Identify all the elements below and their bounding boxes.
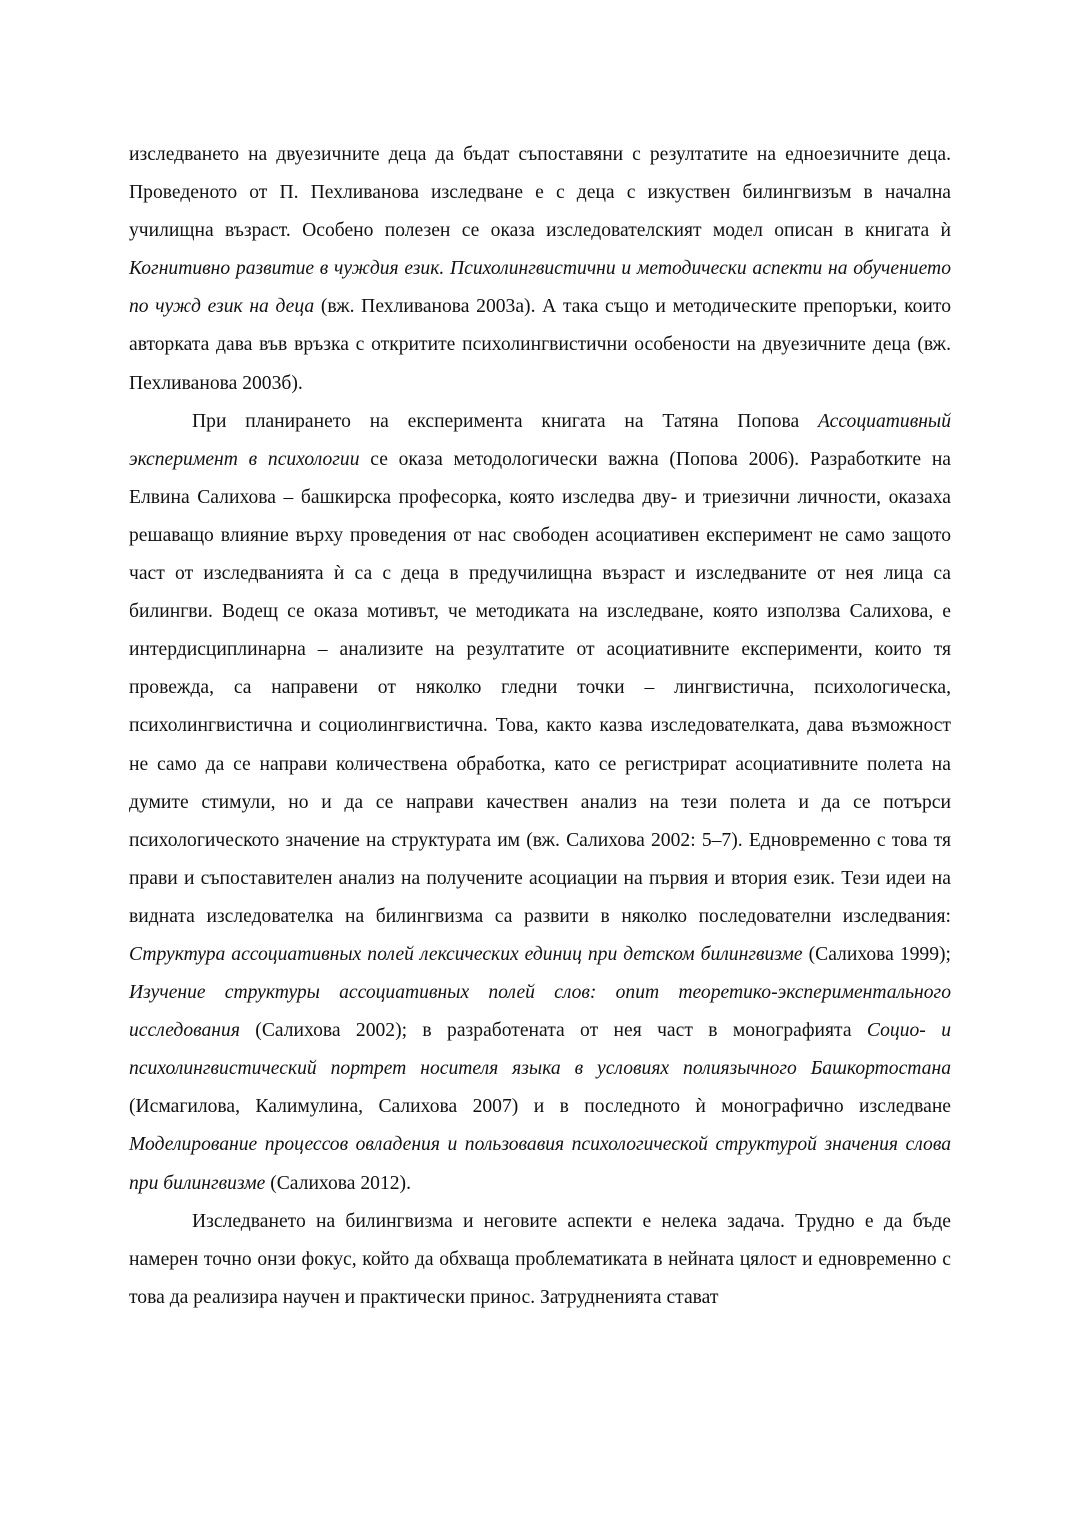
italic-title: Моделирование процессов овладения и пользовавия психологической структурой значения слова при билингвизме	[129, 1134, 951, 1194]
italic-title: Ассоциативный эксперимент в психологии	[129, 410, 951, 470]
italic-title: Социо- и психолингвистический портрет носителя языка в условиях полиязычного Башкортостана	[129, 1020, 951, 1080]
text-run: (Исмагилова, Калимулина, Салихова 2007) и в последното ѝ монографично изследване	[129, 1096, 951, 1118]
italic-title: Когнитивно развитие в чуждия език. Психолингвистични и методически аспекти на обучението по чужд език на деца	[129, 258, 951, 318]
text-run: При планирането на експеримента книгата на Татяна Попова	[192, 410, 818, 432]
paragraph-3	[129, 1203, 951, 1317]
text-run: Изследването на билингвизма и неговите аспекти е нелека задача. Трудно е да бъде намерен точно онзи фокус, който да обхваща проблематиката в нейната цялост и едновременно с това да реализира научен и практически принос. Затрудненията стават	[129, 1210, 951, 1308]
paragraph-1	[129, 136, 951, 403]
text-run: изследването на двуезичните деца да бъдат съпоставяни с резултатите на едноезичните деца. Проведеното от П. Пехливанова изследване е с деца с изкуствен билингвизъм в начална училищна възраст. Особено полезен се оказа изследователският модел описан в книгата ѝ	[129, 144, 951, 242]
document-page	[129, 136, 951, 1317]
text-run: (Салихова 2002); в разработената от нея част в монографията	[239, 1020, 867, 1042]
paragraph-2	[129, 403, 951, 1203]
italic-title: Изучение структуры ассоциативных полей слов: опит теоретико-экспериментального исследования	[129, 982, 951, 1042]
text-run: (Салихова 1999);	[802, 943, 951, 965]
text-run: (вж. Пехливанова 2003а). А така също и методическите препоръки, които авторката дава във връзка с откритите психолингвистични особености на двуезичните деца (вж. Пехливанова 2003б).	[129, 296, 951, 394]
text-run: (Салихова 2012).	[265, 1172, 411, 1194]
text-run: се оказа методологически важна (Попова 2006). Разработките на Елвина Салихова – башкирска професорка, която изследва дву- и триезични личности, оказаха решаващо влияние върху проведения от нас свободен асоциативен експеримент не само защото част от изследванията ѝ са с деца в предучилищна възраст и изследваните от нея лица са билингви. Водещ се оказа мотивът, че методиката на изследване, която използва Салихова, е интердисциплинарна – анализите на резултатите от асоциативните експерименти, които тя провежда, са направени от няколко гледни точки – лингвистична, психологическа, психолингвистична и социолингвистична. Това, както казва изследователката, дава възможност не само да се направи количествена обработка, като се регистрират асоциативните полета на думите стимули, но и да се направи качествен анализ на тези полета и да се потърси психологическото значение на структурата им (вж. Салихова 2002: 5–7). Едновременно с това тя прави и съпоставителен анализ на получените асоциации на първия и втория език. Тези идеи на видната изследователка на билингвизма са развити в няколко последователни изследвания:	[129, 448, 952, 927]
italic-title: Структура ассоциативных полей лексических единиц при детском билингвизме	[129, 943, 803, 965]
